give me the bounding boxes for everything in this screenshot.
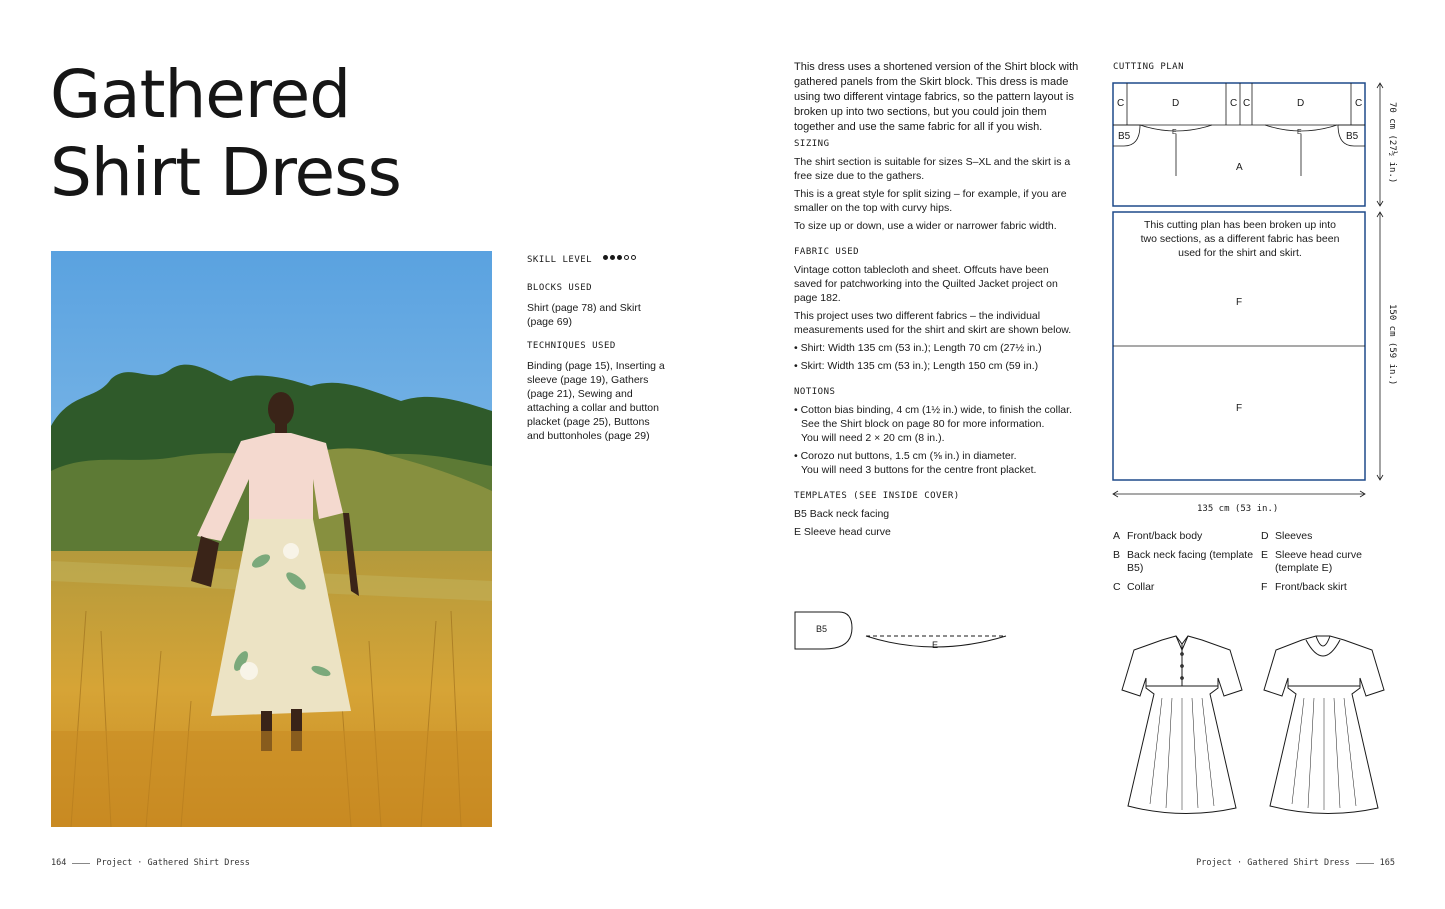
notions-section: [794, 387, 1079, 477]
legend-text: Front/back skirt: [1275, 581, 1347, 593]
template-item: E Sleeve head curve: [794, 526, 891, 538]
techniques-used-label: TECHNIQUES USED: [527, 341, 616, 351]
fabric-text: This project uses two different fabrics – the individual measurements used for the shirt and skirt are shown below.: [794, 310, 1072, 336]
templates-section: [794, 491, 1079, 539]
folio-rule: [72, 863, 90, 864]
blocks-used-text: Shirt (page 78) and Skirt (page 69): [527, 302, 641, 328]
sizing-section: [794, 139, 1079, 233]
piece-c: C: [1230, 98, 1238, 109]
legend-text: Sleeve head curve (template E): [1275, 549, 1362, 574]
fabric-bullet: • Skirt: Width 135 cm (53 in.); Length 150 cm (59 in.): [794, 360, 1039, 372]
piece-c: C: [1243, 98, 1251, 109]
templates-label: TEMPLATES (SEE INSIDE COVER): [794, 491, 960, 501]
skill-dot: [624, 255, 629, 260]
legend-item: [1113, 581, 1261, 594]
legend-key: C: [1113, 581, 1121, 593]
cutting-plan-diagram: [1100, 72, 1410, 522]
instructions-column: [794, 60, 1079, 553]
back-flat: [1264, 636, 1384, 814]
folio-left: [51, 858, 250, 868]
legend-text: Sleeves: [1275, 530, 1313, 542]
cutting-plan-label: CUTTING PLAN: [1113, 62, 1185, 72]
pieces-legend: [1113, 530, 1373, 594]
legend-text: Collar: [1127, 581, 1155, 593]
piece-f: F: [1236, 297, 1243, 308]
notions-label: NOTIONS: [794, 387, 836, 397]
legend-item: [1261, 549, 1371, 575]
piece-d: D: [1297, 98, 1305, 109]
page-number-right: 165: [1379, 858, 1395, 868]
legend-item: [1113, 530, 1261, 543]
fabric-text: Vintage cotton tablecloth and sheet. Offcuts have been saved for patchworking into the Quilted Jacket project on page 182.: [794, 264, 1058, 304]
cutting-plan-note: This cutting plan has been broken up into two sections, as a different fabric has been used for the shirt and skirt.: [1140, 219, 1340, 259]
piece-e: E: [1297, 129, 1302, 136]
blocks-used-label: BLOCKS USED: [527, 283, 593, 293]
legend-key: B: [1113, 549, 1121, 561]
notions-bullet-sub: You will need 2 × 20 cm (8 in.).: [801, 432, 945, 444]
piece-c: C: [1117, 98, 1125, 109]
legend-text: Front/back body: [1127, 530, 1203, 542]
piece-d: D: [1172, 98, 1180, 109]
piece-b5: B5: [1118, 131, 1131, 142]
skill-dot: [617, 255, 622, 260]
notions-bullet: • Corozo nut buttons, 1.5 cm (⅝ in.) in diameter.: [794, 450, 1017, 462]
running-head-left: Project · Gathered Shirt Dress: [96, 858, 250, 868]
dress-flat-drawings: [1110, 628, 1400, 828]
skills-column: [527, 249, 667, 455]
title-line-2: Shirt Dress: [50, 134, 401, 211]
sizing-text: The shirt section is suitable for sizes S–XL and the skirt is a free size due to the gathers.: [794, 156, 1071, 182]
sizing-text: To size up or down, use a wider or narrower fabric width.: [794, 220, 1057, 232]
dim-width-label: 135 cm (53 in.): [1197, 504, 1279, 514]
legend-item: [1113, 549, 1261, 575]
fabric-bullet: • Shirt: Width 135 cm (53 in.); Length 70 cm (27½ in.): [794, 342, 1042, 354]
page-number-left: 164: [51, 858, 67, 868]
title-line-1: Gathered: [50, 56, 351, 133]
skill-dot: [610, 255, 615, 260]
skill-dot: [631, 255, 636, 260]
legend-key: E: [1261, 549, 1269, 561]
sizing-label: SIZING: [794, 139, 830, 149]
notions-bullet-sub: You will need 3 buttons for the centre front placket.: [801, 464, 1037, 476]
legend-text: Back neck facing (template B5): [1127, 549, 1254, 574]
front-flat: [1122, 636, 1242, 814]
skill-dot: [603, 255, 608, 260]
piece-c: C: [1355, 98, 1363, 109]
techniques-used-text: Binding (page 15), Inserting a sleeve (page 19), Gathers (page 21), Sewing and attaching a collar and button placket (page 25), Buttons and buttonholes (page 29): [527, 360, 665, 442]
fabric-label: FABRIC USED: [794, 247, 860, 257]
sizing-text: This is a great style for split sizing – for example, if you are smaller on the top with curvy hips.: [794, 188, 1067, 214]
dress-photo: [51, 251, 492, 827]
piece-a: A: [1236, 162, 1243, 173]
piece-e: E: [1172, 129, 1177, 136]
template-item: B5 Back neck facing: [794, 508, 890, 520]
template-b5-label: B5: [816, 624, 828, 634]
notions-bullet: • Cotton bias binding, 4 cm (1½ in.) wide, to finish the collar. See the Shirt block on page 80 for more information.: [794, 404, 1072, 430]
legend-item: [1261, 530, 1371, 543]
page-title: [50, 56, 401, 212]
dim-top-label: 70 cm (27½ in.): [1387, 102, 1397, 184]
fabric-section: [794, 247, 1079, 373]
running-head-right: Project · Gathered Shirt Dress: [1196, 858, 1350, 868]
legend-key: A: [1113, 530, 1121, 542]
piece-b5: B5: [1346, 131, 1359, 142]
legend-key: F: [1261, 581, 1268, 593]
dim-bottom-label: 150 cm (59 in.): [1387, 304, 1397, 386]
template-e-label: E: [932, 640, 939, 650]
template-shapes: [794, 608, 1014, 658]
skill-level-label: SKILL LEVEL: [527, 255, 593, 265]
intro-paragraph: This dress uses a shortened version of the Shirt block with gathered panels from the Skirt block. This dress is made using two different vintage fabrics, so the pattern layout is broken up into two sections, but you could join them together and use the same fabric for all if you wish.: [794, 61, 1079, 133]
skill-level-dots: [603, 255, 636, 260]
legend-key: D: [1261, 530, 1269, 542]
folio-right: [1196, 858, 1395, 868]
piece-f: F: [1236, 403, 1243, 414]
folio-rule: [1356, 863, 1374, 864]
legend-item: [1261, 581, 1371, 594]
